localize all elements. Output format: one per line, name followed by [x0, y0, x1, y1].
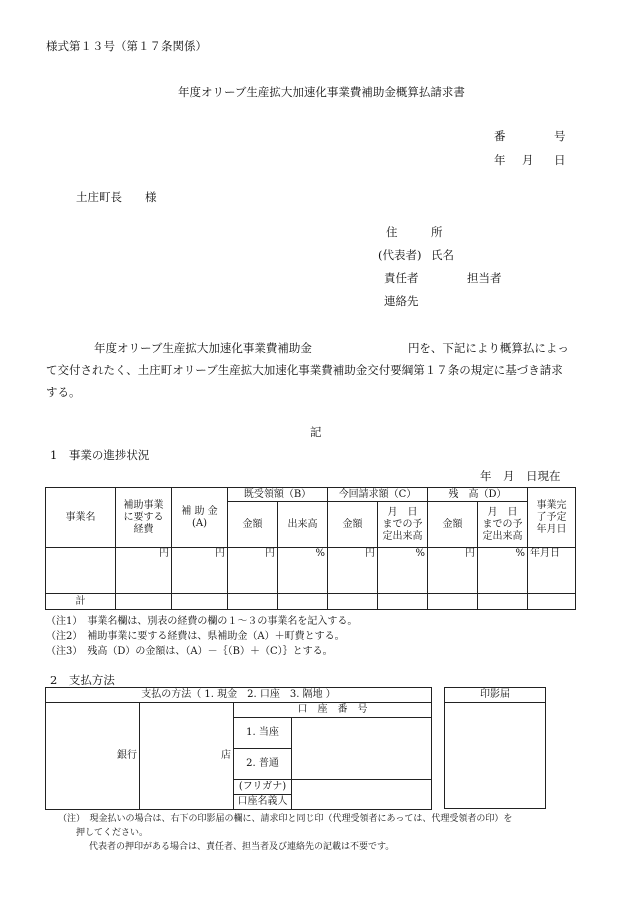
date-month: 月 — [522, 153, 534, 167]
total-row — [46, 594, 576, 610]
col-received-progress: 出来高 — [278, 502, 328, 548]
note-3: （注3） 残高（D）の金額は、（A）－｛（B）＋（C）｝とする。 — [46, 646, 333, 657]
representative-label: (代表者) — [378, 248, 422, 262]
col-request-progress: 月 日 までの予 定出来高 — [378, 502, 428, 548]
number-label: 番 — [494, 129, 506, 143]
payment-method[interactable]: 支払の方法（ 1. 現金 2. 口座 3. 隔地 ） — [46, 688, 432, 703]
body-line3: する。 — [46, 385, 81, 399]
progress-table — [45, 487, 576, 610]
table-row — [46, 548, 576, 594]
address-label-b: 所 — [431, 225, 443, 239]
seal-label: 印影届 — [444, 687, 546, 703]
col-completion: 事業完 了予定 年月日 — [528, 488, 576, 548]
note-2: （注2） 補助事業に要する経費は、県補助金（A）＋町費とする。 — [46, 631, 345, 642]
addressee-honorific: 様 — [145, 190, 157, 204]
payment-note-line2: 押してください。 — [76, 828, 149, 838]
body-part1: 年度オリーブ生産拡大加速化事業費補助金 — [94, 341, 312, 355]
date-day: 日 — [554, 153, 566, 167]
cell-request-amount[interactable]: 円 — [328, 548, 378, 594]
bank-name[interactable]: 銀行 — [46, 703, 140, 810]
account-number-header: 口 座 番 号 — [234, 703, 432, 718]
body-line2: て交付されたく、土庄町オリーブ生産拡大加速化事業費補助金交付要綱第１７条の規定に基づき請求 — [46, 363, 563, 377]
note-1: （注1） 事業名欄は、別表の経費の欄の１～３の事業名を記入する。 — [46, 616, 358, 627]
responsible-label: 責任者 — [384, 271, 419, 285]
col-received: 既受領額（B） — [228, 488, 328, 502]
col-remaining-amount: 金額 — [428, 502, 478, 548]
person-in-charge-label: 担当者 — [467, 271, 502, 285]
col-cost: 補助事業 に要する 経費 — [116, 488, 172, 548]
payment-table — [45, 687, 432, 810]
body-part2: 円を、下記により概算払によっ — [407, 341, 569, 355]
cell-received-progress[interactable]: % — [278, 548, 328, 594]
furigana-label: (フリガナ) — [234, 780, 292, 795]
col-remaining-progress: 月 日 までの予 定出来高 — [478, 502, 528, 548]
holder-label: 口座名義人 — [234, 795, 292, 810]
cell-business-name[interactable] — [46, 548, 116, 594]
col-business-name: 事業名 — [46, 488, 116, 548]
date-year: 年 — [494, 153, 506, 167]
ki-mark: 記 — [310, 425, 322, 439]
payment-note-line1: （注） 現金払いの場合は、右下の印影届の欄に、請求印と同じ印（代理受領者にあっては、代理受領者の印）を — [58, 814, 513, 824]
branch-name[interactable]: 店 — [140, 703, 234, 810]
account-number-field[interactable] — [292, 718, 432, 780]
cell-completion-date[interactable]: 年月日 — [528, 548, 576, 594]
col-request-amount: 金額 — [328, 502, 378, 548]
cell-cost[interactable]: 円 — [116, 548, 172, 594]
address-label-a: 住 — [386, 225, 398, 239]
document-title: 年度オリーブ生産拡大加速化事業費補助金概算払請求書 — [178, 85, 465, 99]
form-number: 様式第１３号（第１７条関係） — [46, 39, 207, 53]
section2-heading: 2 支払方法 — [50, 673, 115, 687]
account-type-current[interactable]: 1. 当座 — [234, 718, 292, 749]
col-received-amount: 金額 — [228, 502, 278, 548]
cell-request-progress[interactable]: % — [378, 548, 428, 594]
payment-note-line3: 代表者の押印がある場合は、責任者、担当者及び連絡先の記載は不要です。 — [89, 842, 395, 852]
cell-received-amount[interactable]: 円 — [228, 548, 278, 594]
name-label: 氏名 — [431, 248, 454, 262]
col-this-request: 今回請求額（C） — [328, 488, 428, 502]
section1-heading: 1 事業の進捗状況 — [50, 448, 150, 462]
number-suffix: 号 — [554, 129, 566, 143]
cell-remaining-amount[interactable]: 円 — [428, 548, 478, 594]
as-of-date: 年 月 日現在 — [480, 469, 561, 483]
contact-label: 連絡先 — [384, 294, 419, 308]
addressee-name: 土庄町長 — [76, 190, 122, 204]
col-subsidy: 補 助 金 (A) — [172, 488, 228, 548]
total-label: 計 — [46, 594, 116, 610]
request-paragraph — [46, 337, 586, 403]
col-remaining: 残 高（D） — [428, 488, 528, 502]
cell-remaining-progress[interactable]: % — [478, 548, 528, 594]
account-holder-field[interactable] — [292, 780, 432, 810]
account-type-ordinary[interactable]: 2. 普通 — [234, 749, 292, 780]
cell-subsidy[interactable]: 円 — [172, 548, 228, 594]
seal-box[interactable] — [444, 687, 546, 809]
